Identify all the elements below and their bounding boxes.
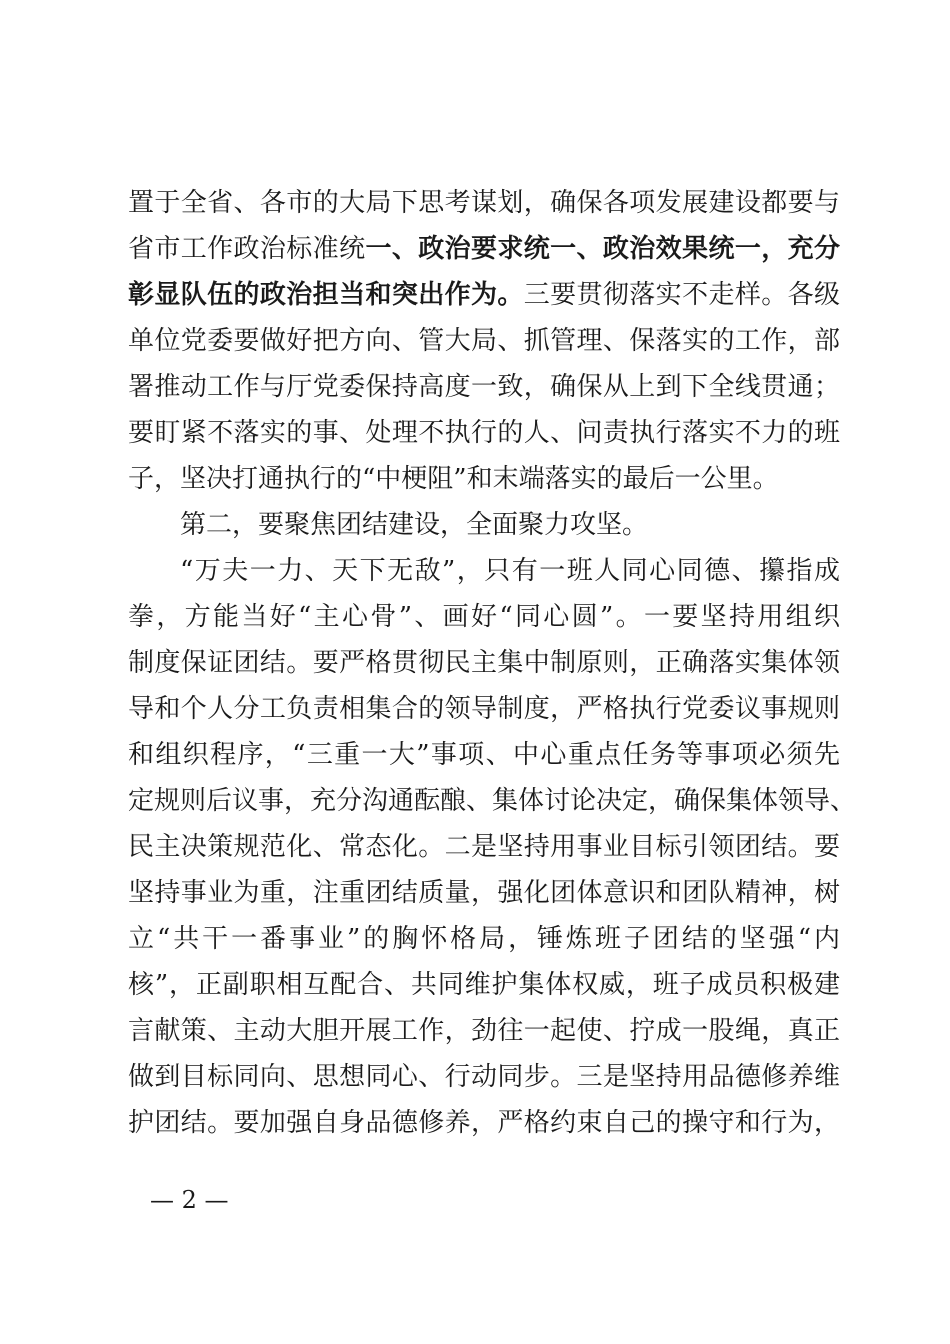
body-line — [128, 272, 840, 318]
body-line — [128, 226, 840, 272]
body-line: 民主决策规范化、常态化。二是坚持用事业目标引领团结。要 — [128, 832, 840, 862]
body-line: 核”，正副职相互配合、共同维护集体权威，班子成员积极建 — [128, 970, 840, 1000]
bold-text: 一、政治要求统一、政治效果统一，充分 — [365, 234, 840, 264]
body-line: 要盯紧不落实的事、处理不执行的人、问责执行落实不力的班 — [128, 418, 840, 448]
body-line: 拳，方能当好“主心骨”、画好“同心圆”。一要坚持用组织 — [128, 602, 840, 632]
body-line: 单位党委要做好把方向、管大局、抓管理、保落实的工作，部 — [128, 326, 840, 356]
body-line: 护团结。要加强自身品德修养，严格约束自己的操守和行为， — [128, 1108, 840, 1138]
body-line: 做到目标同向、思想同心、行动同步。三是坚持用品德修养维 — [128, 1062, 840, 1092]
body-line: 定规则后议事，充分沟通酝酿、集体讨论决定，确保集体领导、 — [128, 786, 857, 816]
page-number: — 2 — — [150, 1186, 229, 1214]
body-line: “万夫一力、天下无敌”，只有一班人同心同德、攥指成 — [180, 556, 840, 586]
body-line: 导和个人分工负责相集合的领导制度，严格执行党委议事规则 — [128, 694, 840, 724]
body-line: 置于全省、各市的大局下思考谋划，确保各项发展建设都要与 — [128, 188, 840, 218]
body-line: 立“共干一番事业”的胸怀格局，锤炼班子团结的坚强“内 — [128, 924, 840, 954]
plain-text: 三要贯彻落实不走样。各级 — [523, 280, 840, 310]
plain-text: 省市工作政治标准统 — [128, 234, 366, 264]
body-line: 言献策、主动大胆开展工作，劲往一起使、拧成一股绳，真正 — [128, 1016, 840, 1046]
section-heading: 第二，要聚焦团结建设，全面聚力攻坚。 — [180, 510, 649, 540]
body-line: 制度保证团结。要严格贯彻民主集中制原则，正确落实集体领 — [128, 648, 840, 678]
body-line: 署推动工作与厅党委保持高度一致，确保从上到下全线贯通； — [128, 372, 840, 402]
body-line: 子，坚决打通执行的“中梗阻”和末端落实的最后一公里。 — [128, 464, 779, 494]
bold-text: 彰显队伍的政治担当和突出作为。 — [128, 280, 524, 310]
document-body — [128, 180, 857, 1146]
body-line: 坚持事业为重，注重团结质量，强化团体意识和团队精神，树 — [128, 878, 840, 908]
body-line: 和组织程序，“三重一大”事项、中心重点任务等事项必须先 — [128, 740, 840, 770]
